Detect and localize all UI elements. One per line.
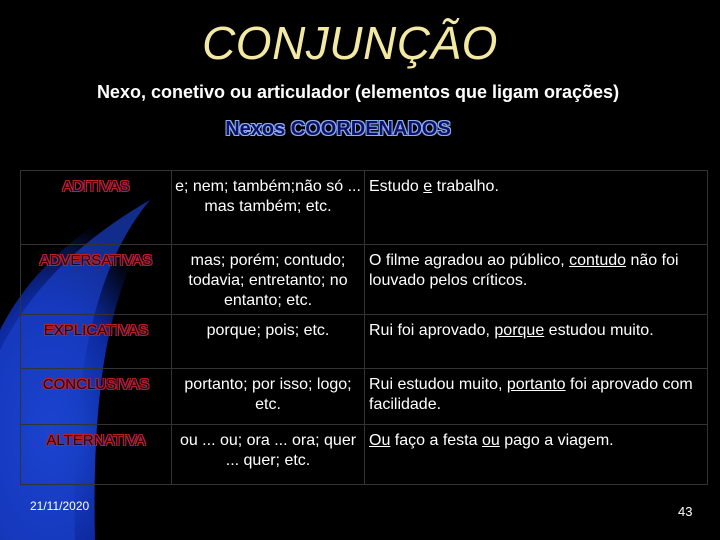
table-row bbox=[21, 315, 708, 369]
example-cell: Estudo e trabalho. bbox=[365, 171, 708, 245]
section-title: Nexos COORDENADOS bbox=[225, 118, 451, 140]
example-cell: Rui estudou muito, portanto foi aprovado com facilidade. bbox=[365, 369, 708, 425]
category-cell: CONCLUSIVAS bbox=[21, 369, 172, 425]
category-cell: ALTERNATIVA bbox=[21, 425, 172, 485]
conjunctions-table bbox=[20, 170, 708, 485]
conjunctions-cell: mas; porém; contudo; todavia; entretanto; no entanto; etc. bbox=[172, 245, 365, 315]
conjunctions-cell: ou ... ou; ora ... ora; quer ... quer; etc. bbox=[172, 425, 365, 485]
page-subtitle: Nexo, conetivo ou articulador (elementos que ligam orações) bbox=[96, 82, 620, 102]
page-number: 43 bbox=[678, 504, 693, 519]
table-row bbox=[21, 245, 708, 315]
example-cell: Ou faço a festa ou pago a viagem. bbox=[365, 425, 708, 485]
conjunctions-cell: porque; pois; etc. bbox=[172, 315, 365, 369]
table-row bbox=[21, 425, 708, 485]
table-row bbox=[21, 369, 708, 425]
category-cell: EXPLICATIVAS bbox=[21, 315, 172, 369]
slide-date: 21/11/2020 bbox=[30, 499, 90, 513]
example-cell: O filme agradou ao público, contudo não foi louvado pelos críticos. bbox=[365, 245, 708, 315]
category-cell: ADVERSATIVAS bbox=[21, 245, 172, 315]
table-row bbox=[21, 171, 708, 245]
conjunctions-cell: portanto; por isso; logo; etc. bbox=[172, 369, 365, 425]
example-cell: Rui foi aprovado, porque estudou muito. bbox=[365, 315, 708, 369]
page-title: CONJUNÇÃO bbox=[202, 17, 498, 69]
category-cell: ADITIVAS bbox=[21, 171, 172, 245]
conjunctions-cell: e; nem; também;não só ... mas também; etc. bbox=[172, 171, 365, 245]
